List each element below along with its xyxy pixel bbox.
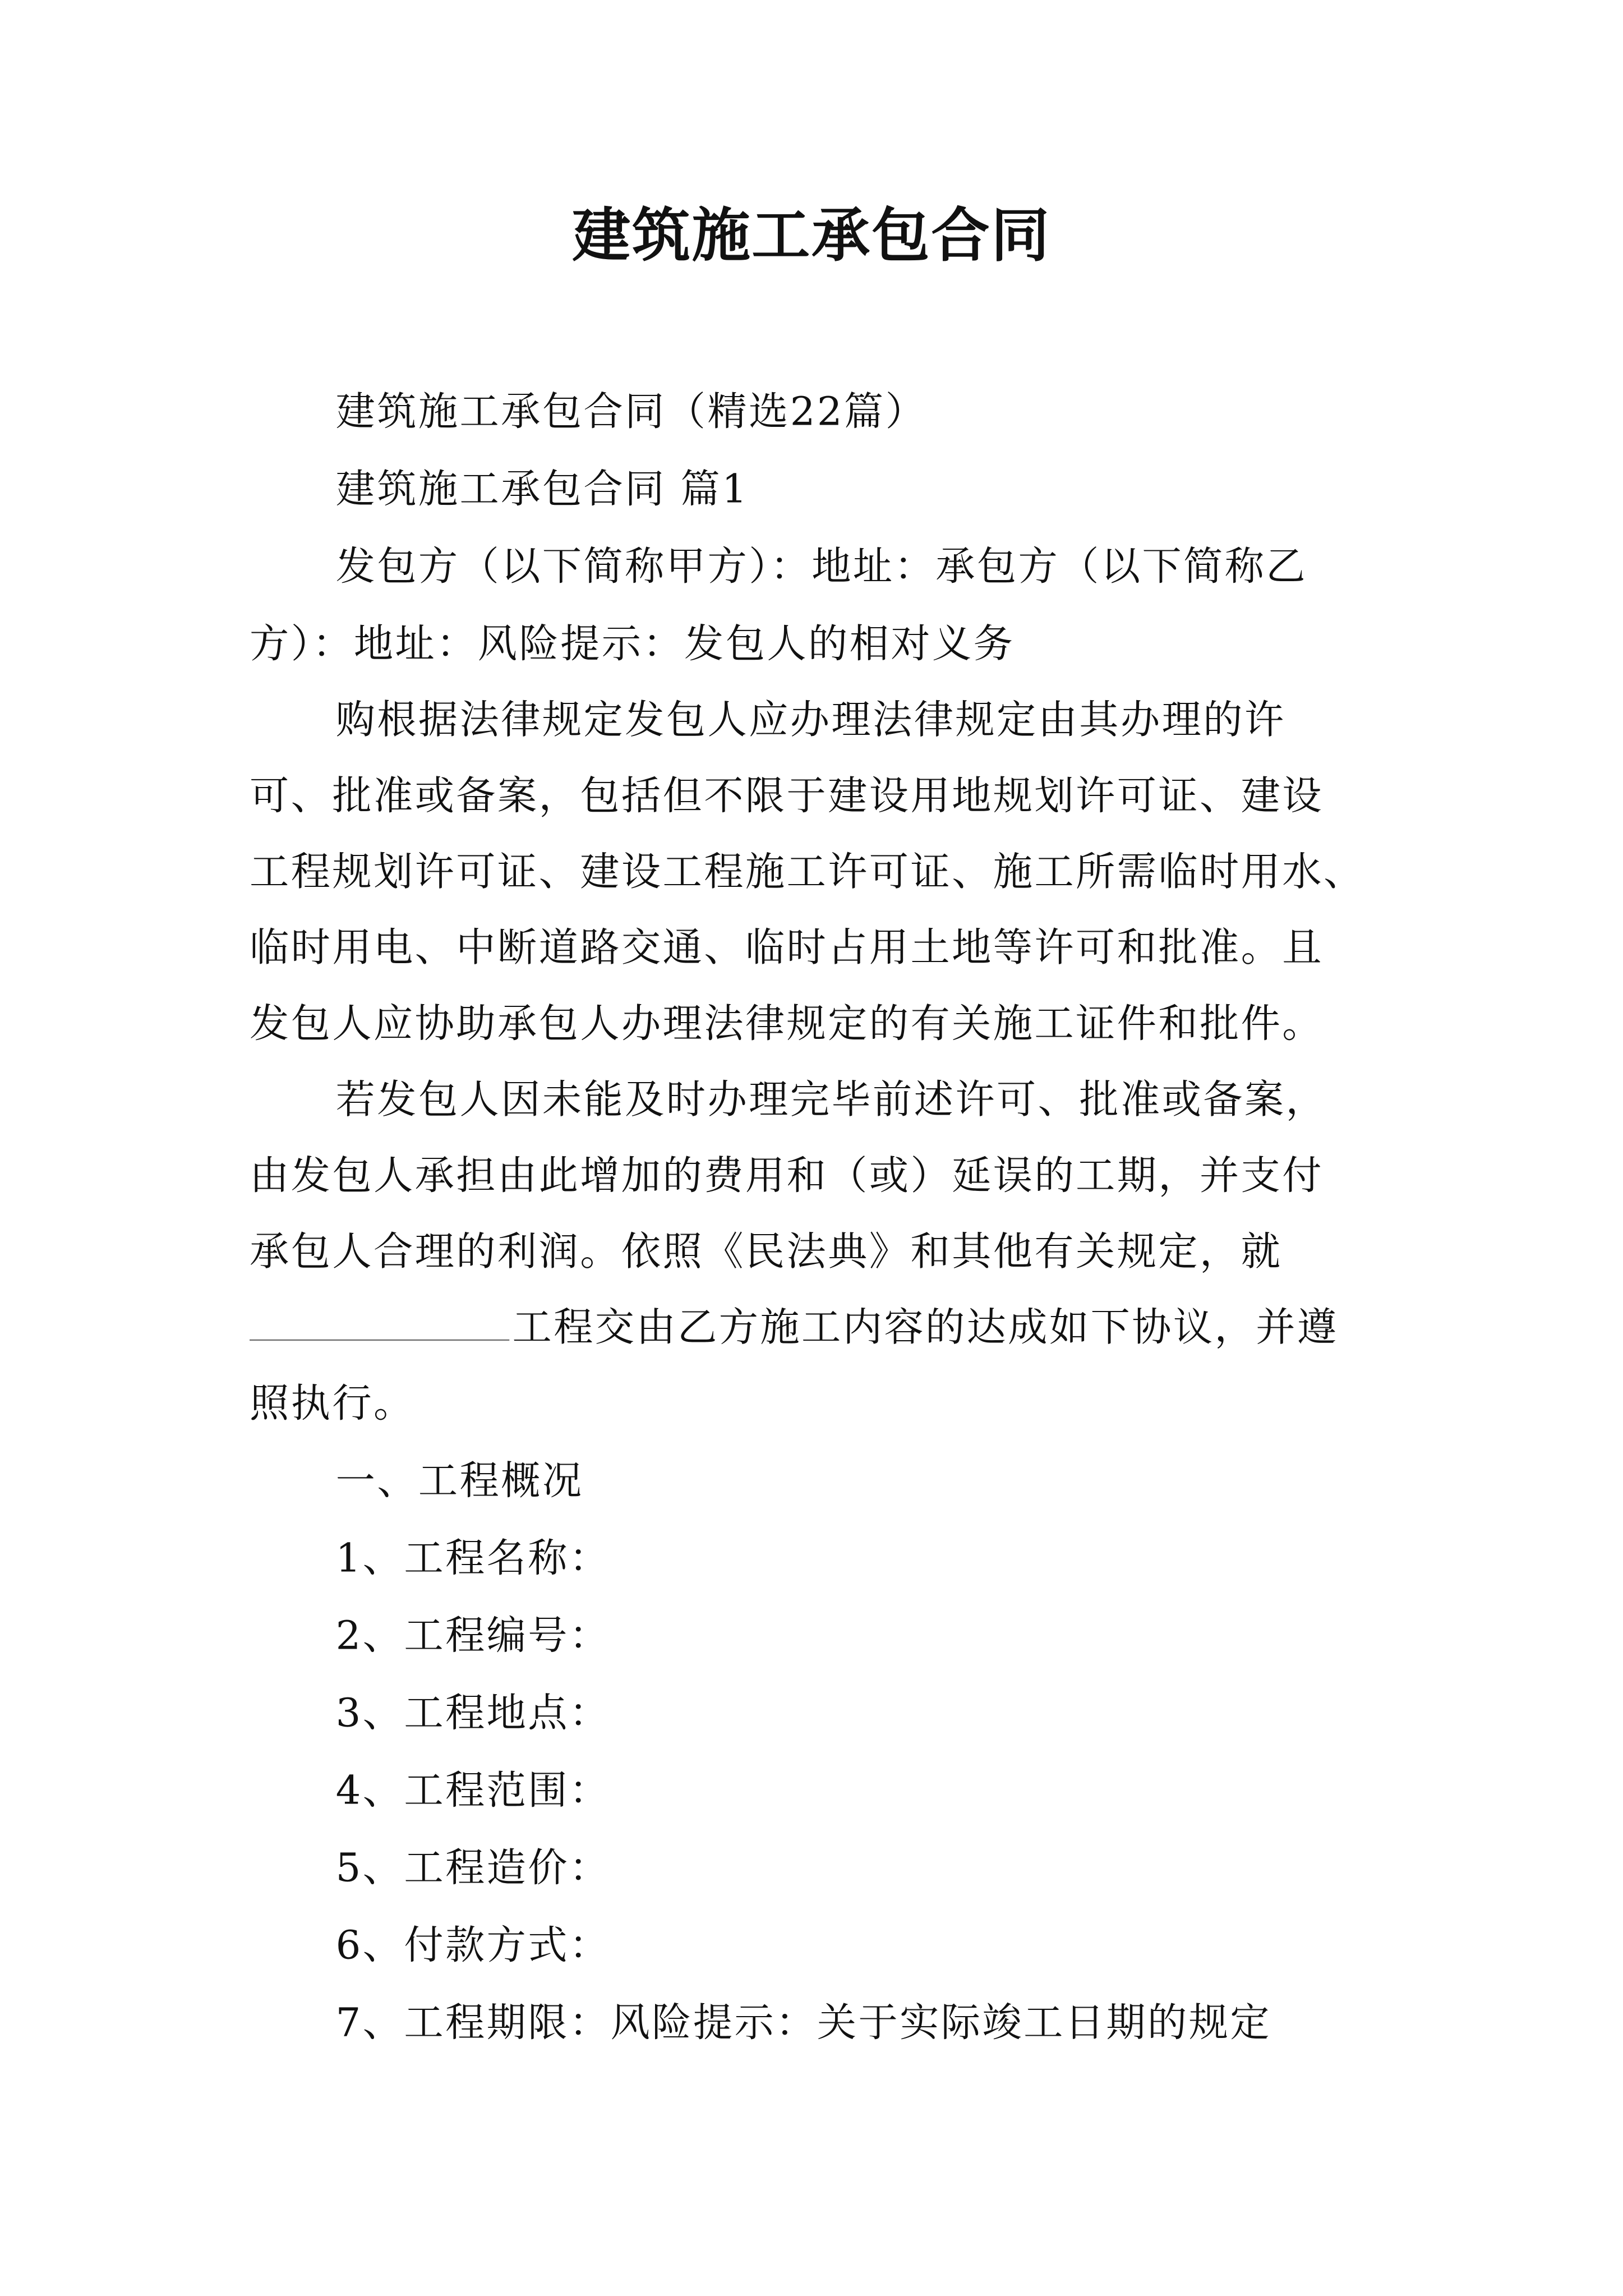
list-item: 4、工程范围： xyxy=(335,1769,611,1814)
paragraph-line: 若发包人因未能及时办理完毕前述许可、批准或备案， xyxy=(335,1078,1327,1124)
paragraph-line: 方）：地址：风险提示：发包人的相对义务 xyxy=(250,622,1015,668)
paragraph-line-with-blank xyxy=(250,1290,1388,1369)
list-item: 3、工程地点： xyxy=(335,1691,611,1737)
paragraph-line: 临时用电、中断道路交通、临时占用土地等许可和批准。且 xyxy=(250,926,1324,972)
list-item: 2、工程编号： xyxy=(335,1614,611,1659)
overview-heading: 一、工程概况 xyxy=(335,1459,584,1504)
paragraph-line: 可、批准或备案，包括但不限于建设用地规划许可证、建设 xyxy=(250,774,1324,820)
paragraph-line: 承包人合理的利润。依照《民法典》和其他有关规定，就 xyxy=(250,1230,1283,1276)
paragraph-line: 购根据法律规定发包人应办理法律规定由其办理的许 xyxy=(335,698,1286,744)
list-item: 1、工程名称： xyxy=(335,1536,611,1582)
paragraph-line: 工程规划许可证、建设工程施工许可证、施工所需临时用水、 xyxy=(250,850,1365,896)
list-item: 5、工程造价： xyxy=(335,1846,611,1892)
section-heading: 建筑施工承包合同 篇1 xyxy=(335,467,749,513)
document-title: 建筑施工承包合同 xyxy=(572,201,1051,270)
fill-in-blank xyxy=(250,1304,509,1341)
list-item: 6、付款方式： xyxy=(335,1924,611,1969)
paragraph-line: 发包方（以下简称甲方）：地址：承包方（以下简称乙 xyxy=(335,545,1308,590)
paragraph-line: 发包人应协助承包人办理法律规定的有关施工证件和批件。 xyxy=(250,1002,1324,1047)
document-subtitle: 建筑施工承包合同（精选22篇） xyxy=(335,390,927,435)
paragraph-line-text: 工程交由乙方施工内容的达成如下协议，并遵 xyxy=(512,1305,1339,1351)
paragraph-line: 由发包人承担由此增加的费用和（或）延误的工期，并支付 xyxy=(250,1153,1324,1199)
paragraph-line: 照执行。 xyxy=(250,1382,415,1427)
list-item: 7、工程期限：风险提示：关于实际竣工日期的规定 xyxy=(335,2001,1271,2046)
